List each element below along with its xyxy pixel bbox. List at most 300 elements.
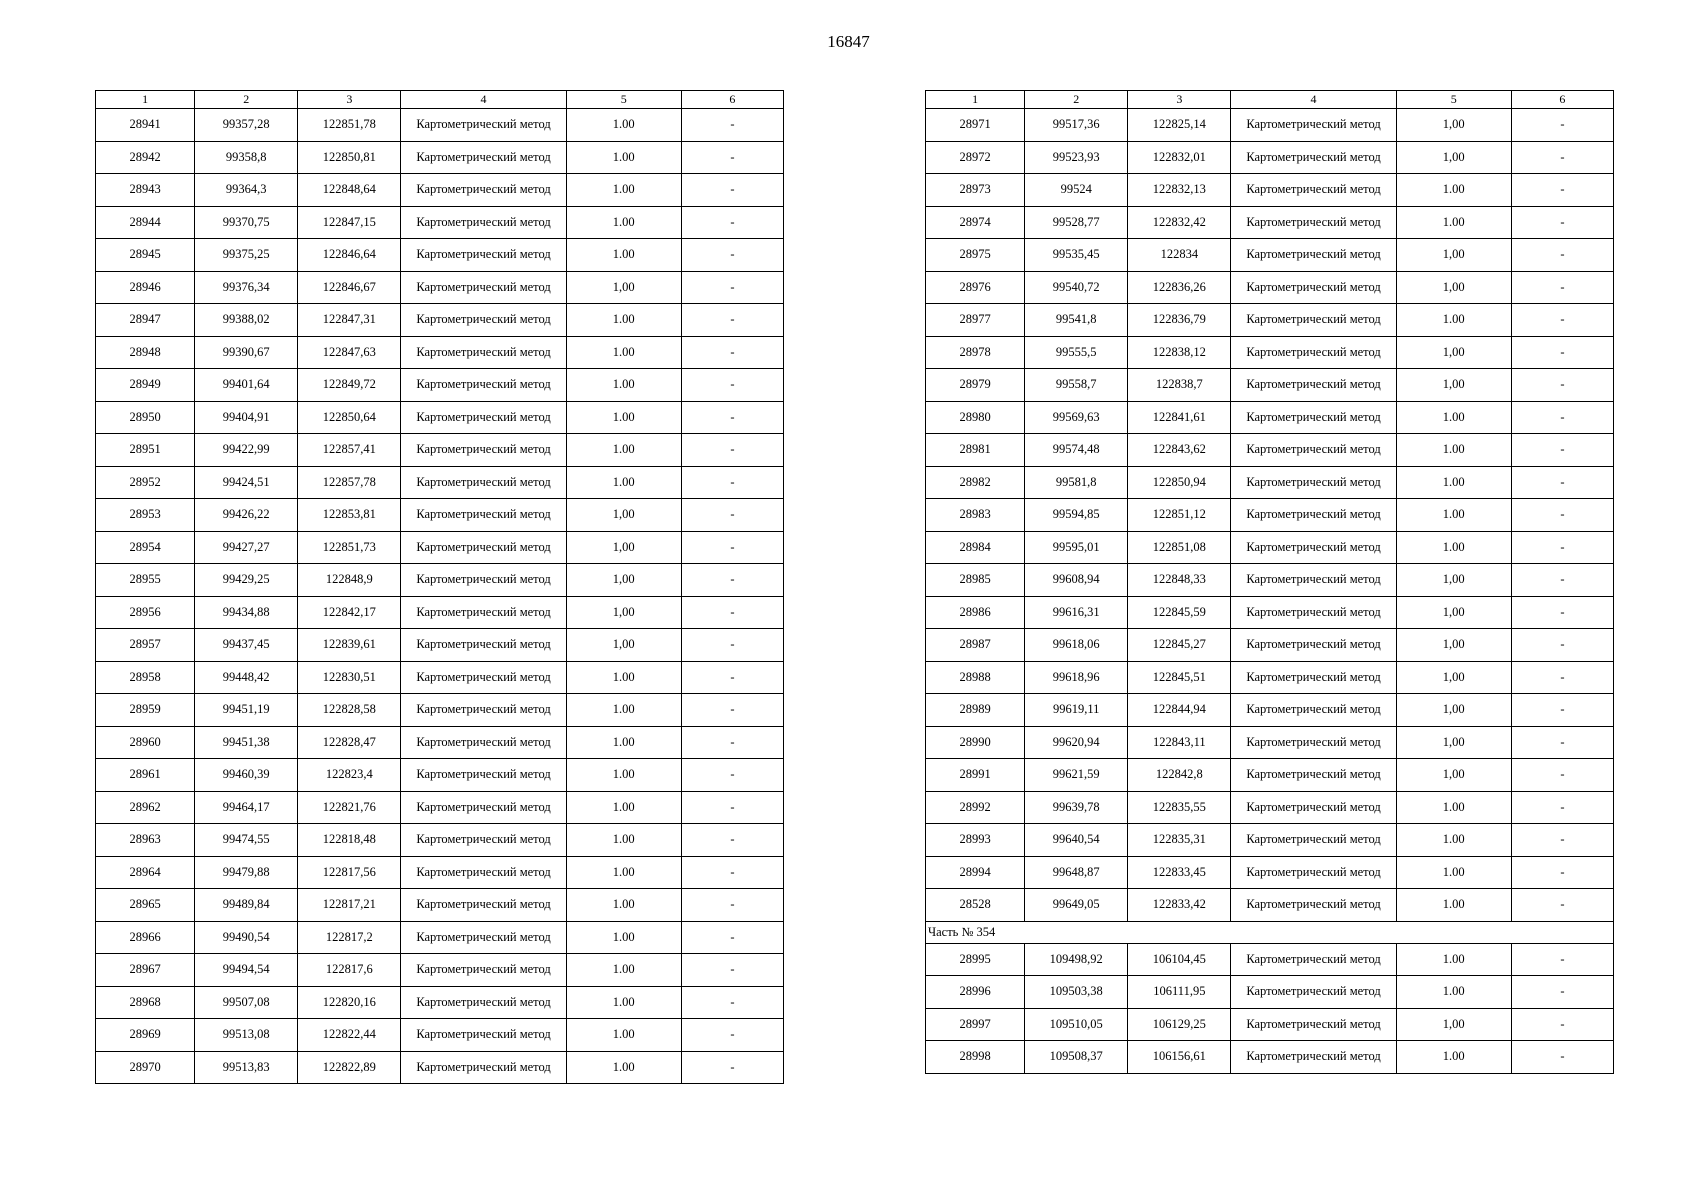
table-cell: - — [1511, 889, 1613, 922]
table-cell: 28993 — [926, 824, 1025, 857]
table-cell: - — [1511, 1008, 1613, 1041]
table-cell: 28942 — [96, 141, 195, 174]
table-cell: 1.00 — [566, 206, 681, 239]
table-cell: 122850,81 — [298, 141, 401, 174]
table-cell: 122848,64 — [298, 174, 401, 207]
table-cell: 99390,67 — [195, 336, 298, 369]
table-cell: 28966 — [96, 921, 195, 954]
table-cell: 122832,42 — [1128, 206, 1231, 239]
table-cell: 122832,13 — [1128, 174, 1231, 207]
table-cell: 28951 — [96, 434, 195, 467]
table-cell: 99489,84 — [195, 889, 298, 922]
table-cell: Картометрический метод — [401, 726, 566, 759]
table-cell: - — [681, 304, 783, 337]
table-cell: 122817,21 — [298, 889, 401, 922]
table-cell: - — [681, 889, 783, 922]
page-number: 16847 — [827, 32, 870, 51]
table-cell: 99517,36 — [1025, 109, 1128, 142]
table-cell: Картометрический метод — [401, 694, 566, 727]
table-cell: 1,00 — [1396, 271, 1511, 304]
table-cell: 1.00 — [566, 791, 681, 824]
table-cell: 1,00 — [1396, 369, 1511, 402]
column-header: 6 — [1511, 91, 1613, 109]
table-cell: Картометрический метод — [1231, 1008, 1396, 1041]
table-cell: 1,00 — [1396, 694, 1511, 727]
table-cell: 122851,12 — [1128, 499, 1231, 532]
table-cell: Картометрический метод — [1231, 434, 1396, 467]
table-cell: 1.00 — [566, 759, 681, 792]
table-cell: 99401,64 — [195, 369, 298, 402]
table-cell: Картометрический метод — [1231, 759, 1396, 792]
table-cell: 1.00 — [1396, 466, 1511, 499]
table-cell: 28980 — [926, 401, 1025, 434]
table-cell: 28983 — [926, 499, 1025, 532]
table-cell: 106129,25 — [1128, 1008, 1231, 1041]
table-cell: 1.00 — [1396, 434, 1511, 467]
table-cell: 109510,05 — [1025, 1008, 1128, 1041]
table-cell: 99494,54 — [195, 954, 298, 987]
column-header: 2 — [1025, 91, 1128, 109]
table-cell: 1.00 — [1396, 976, 1511, 1009]
table-cell: 28953 — [96, 499, 195, 532]
table-row — [96, 564, 784, 597]
column-header: 5 — [566, 91, 681, 109]
table-cell: 1.00 — [566, 434, 681, 467]
table-cell: - — [681, 986, 783, 1019]
table-cell: 99375,25 — [195, 239, 298, 272]
table-cell: 122835,31 — [1128, 824, 1231, 857]
table-cell: 99474,55 — [195, 824, 298, 857]
table-cell: 1.00 — [566, 336, 681, 369]
table-cell: 28985 — [926, 564, 1025, 597]
table-cell: 1.00 — [1396, 856, 1511, 889]
table-cell: 1.00 — [566, 239, 681, 272]
table-cell: - — [681, 271, 783, 304]
table-row — [96, 466, 784, 499]
column-header: 6 — [681, 91, 783, 109]
table-cell: - — [1511, 174, 1613, 207]
table-cell: 122848,33 — [1128, 564, 1231, 597]
table-cell: Картометрический метод — [1231, 174, 1396, 207]
table-cell: 99490,54 — [195, 921, 298, 954]
table-cell: 122847,63 — [298, 336, 401, 369]
table-cell: - — [1511, 694, 1613, 727]
table-cell: - — [681, 661, 783, 694]
table-cell: 122818,48 — [298, 824, 401, 857]
table-cell: 28946 — [96, 271, 195, 304]
table-cell: 99621,59 — [1025, 759, 1128, 792]
table-cell: 122847,15 — [298, 206, 401, 239]
table-cell: 99404,91 — [195, 401, 298, 434]
table-cell: - — [681, 596, 783, 629]
table-cell: 122842,8 — [1128, 759, 1231, 792]
table-cell: - — [681, 499, 783, 532]
table-cell: Картометрический метод — [401, 206, 566, 239]
table-row — [926, 694, 1614, 727]
table-cell: - — [1511, 791, 1613, 824]
table-cell: - — [1511, 401, 1613, 434]
table-cell: 122817,6 — [298, 954, 401, 987]
table-cell: - — [1511, 824, 1613, 857]
table-cell: 99619,11 — [1025, 694, 1128, 727]
table-cell: Картометрический метод — [401, 109, 566, 142]
table-cell: 1.00 — [566, 921, 681, 954]
table-cell: 99451,19 — [195, 694, 298, 727]
table-cell: - — [1511, 271, 1613, 304]
table-cell: - — [681, 921, 783, 954]
table-cell: Картометрический метод — [401, 596, 566, 629]
table-cell: 99555,5 — [1025, 336, 1128, 369]
table-cell: - — [681, 174, 783, 207]
table-cell: - — [1511, 661, 1613, 694]
table-cell: Картометрический метод — [401, 174, 566, 207]
table-cell: 122845,27 — [1128, 629, 1231, 662]
table-cell: 1.00 — [1396, 889, 1511, 922]
table-row — [96, 1051, 784, 1084]
table-cell: 28944 — [96, 206, 195, 239]
table-cell: Картометрический метод — [401, 466, 566, 499]
table-row — [96, 271, 784, 304]
table-cell: 122847,31 — [298, 304, 401, 337]
table-cell: 28963 — [96, 824, 195, 857]
table-cell: 122836,79 — [1128, 304, 1231, 337]
table-cell: - — [681, 694, 783, 727]
table-cell: - — [1511, 434, 1613, 467]
table-cell: 122843,11 — [1128, 726, 1231, 759]
table-cell: - — [681, 141, 783, 174]
table-cell: 28965 — [96, 889, 195, 922]
table-cell: 99569,63 — [1025, 401, 1128, 434]
table-row — [926, 434, 1614, 467]
table-cell: Картометрический метод — [401, 889, 566, 922]
table-cell: 28528 — [926, 889, 1025, 922]
table-row — [96, 304, 784, 337]
table-cell: 28982 — [926, 466, 1025, 499]
table-cell: 28958 — [96, 661, 195, 694]
table-cell: 28960 — [96, 726, 195, 759]
table-cell: 99464,17 — [195, 791, 298, 824]
table-cell: 28956 — [96, 596, 195, 629]
table-cell: 28987 — [926, 629, 1025, 662]
table-cell: 109508,37 — [1025, 1041, 1128, 1074]
column-header: 4 — [401, 91, 566, 109]
table-cell: 122846,64 — [298, 239, 401, 272]
table-cell: 28947 — [96, 304, 195, 337]
table-cell: 99535,45 — [1025, 239, 1128, 272]
table-cell: - — [1511, 629, 1613, 662]
table-cell: Картометрический метод — [1231, 564, 1396, 597]
table-row — [926, 271, 1614, 304]
table-cell: 1.00 — [566, 109, 681, 142]
table-cell: 122823,4 — [298, 759, 401, 792]
table-cell: Картометрический метод — [401, 304, 566, 337]
table-row — [96, 889, 784, 922]
table-cell: 1,00 — [566, 531, 681, 564]
table-cell: 99594,85 — [1025, 499, 1128, 532]
table-cell: 1,00 — [1396, 596, 1511, 629]
table-cell: 1.00 — [566, 986, 681, 1019]
table-cell: 99424,51 — [195, 466, 298, 499]
table-cell: - — [1511, 564, 1613, 597]
table-cell: 99357,28 — [195, 109, 298, 142]
table-cell: 99618,06 — [1025, 629, 1128, 662]
table-row — [96, 986, 784, 1019]
table-cell: Картометрический метод — [401, 434, 566, 467]
table-cell: Картометрический метод — [401, 531, 566, 564]
table-cell: - — [681, 401, 783, 434]
table-cell: 106111,95 — [1128, 976, 1231, 1009]
column-header: 3 — [298, 91, 401, 109]
table-cell: 122844,94 — [1128, 694, 1231, 727]
table-cell: - — [1511, 976, 1613, 1009]
table-cell: 122828,47 — [298, 726, 401, 759]
table-cell: - — [681, 434, 783, 467]
table-cell: - — [1511, 109, 1613, 142]
table-cell: - — [681, 1051, 783, 1084]
table-cell: 99434,88 — [195, 596, 298, 629]
table-cell: - — [681, 629, 783, 662]
table-cell: 122853,81 — [298, 499, 401, 532]
table-cell: 28978 — [926, 336, 1025, 369]
table-cell: - — [1511, 596, 1613, 629]
table-row — [926, 206, 1614, 239]
table-cell: - — [681, 466, 783, 499]
table-cell: 99460,39 — [195, 759, 298, 792]
section-label: Часть № 354 — [926, 921, 1614, 943]
table-cell: Картометрический метод — [1231, 466, 1396, 499]
table-cell: 122828,58 — [298, 694, 401, 727]
table-cell: 1,00 — [566, 564, 681, 597]
table-cell: Картометрический метод — [401, 369, 566, 402]
table-row — [926, 1041, 1614, 1074]
table-row — [96, 791, 784, 824]
table-cell: - — [1511, 759, 1613, 792]
table-cell: 122851,08 — [1128, 531, 1231, 564]
table-cell: - — [1511, 369, 1613, 402]
table-row — [926, 943, 1614, 976]
table-cell: 122857,78 — [298, 466, 401, 499]
table-cell: - — [1511, 499, 1613, 532]
table-cell: - — [1511, 856, 1613, 889]
table-cell: 28976 — [926, 271, 1025, 304]
column-header: 4 — [1231, 91, 1396, 109]
table-row — [926, 304, 1614, 337]
table-cell: 28998 — [926, 1041, 1025, 1074]
table-row — [96, 499, 784, 532]
table-row — [926, 629, 1614, 662]
coordinates-table-left — [95, 90, 784, 1084]
table-cell: 99618,96 — [1025, 661, 1128, 694]
table-cell: 99620,94 — [1025, 726, 1128, 759]
table-cell: 122857,41 — [298, 434, 401, 467]
table-cell: 1,00 — [566, 596, 681, 629]
table-cell: 99513,83 — [195, 1051, 298, 1084]
table-cell: 28955 — [96, 564, 195, 597]
table-row — [96, 206, 784, 239]
table-cell: 28975 — [926, 239, 1025, 272]
table-cell: 99448,42 — [195, 661, 298, 694]
table-cell: 122832,01 — [1128, 141, 1231, 174]
table-cell: Картометрический метод — [1231, 369, 1396, 402]
table-cell: - — [681, 759, 783, 792]
table-cell: 28972 — [926, 141, 1025, 174]
table-cell: Картометрический метод — [1231, 531, 1396, 564]
table-cell: 99558,7 — [1025, 369, 1128, 402]
table-cell: 1.00 — [566, 1019, 681, 1052]
table-cell: - — [681, 564, 783, 597]
table-cell: 122830,51 — [298, 661, 401, 694]
table-cell: 122817,56 — [298, 856, 401, 889]
table-cell: 28996 — [926, 976, 1025, 1009]
table-cell: 1.00 — [566, 466, 681, 499]
table-cell: 99451,38 — [195, 726, 298, 759]
table-row — [96, 856, 784, 889]
table-cell: 99540,72 — [1025, 271, 1128, 304]
table-cell: 122834 — [1128, 239, 1231, 272]
table-cell: 99479,88 — [195, 856, 298, 889]
table-cell: Картометрический метод — [401, 824, 566, 857]
table-cell: 99426,22 — [195, 499, 298, 532]
table-header-row — [96, 91, 784, 109]
table-cell: 1.00 — [566, 694, 681, 727]
table-cell: 1.00 — [566, 661, 681, 694]
table-cell: 122851,78 — [298, 109, 401, 142]
table-cell: 28954 — [96, 531, 195, 564]
table-cell: 99523,93 — [1025, 141, 1128, 174]
table-cell: Картометрический метод — [1231, 889, 1396, 922]
column-header: 3 — [1128, 91, 1231, 109]
table-row — [926, 976, 1614, 1009]
table-cell: 28948 — [96, 336, 195, 369]
table-row — [96, 141, 784, 174]
table-row — [926, 791, 1614, 824]
table-cell: 1.00 — [1396, 943, 1511, 976]
table-row — [926, 466, 1614, 499]
table-cell: 28986 — [926, 596, 1025, 629]
table-cell: - — [1511, 943, 1613, 976]
table-cell: Картометрический метод — [401, 791, 566, 824]
table-cell: 28941 — [96, 109, 195, 142]
table-header-row — [926, 91, 1614, 109]
table-cell: 28970 — [96, 1051, 195, 1084]
table-row — [926, 759, 1614, 792]
table-row — [96, 336, 784, 369]
table-cell: 1.00 — [566, 304, 681, 337]
table-cell: 1.00 — [566, 889, 681, 922]
table-cell: Картометрический метод — [1231, 401, 1396, 434]
table-row — [96, 759, 784, 792]
table-cell: 1.00 — [1396, 531, 1511, 564]
table-cell: 122821,76 — [298, 791, 401, 824]
table-row — [926, 564, 1614, 597]
table-row — [926, 596, 1614, 629]
table-cell: 99616,31 — [1025, 596, 1128, 629]
table-cell: - — [681, 336, 783, 369]
table-cell: 1,00 — [1396, 759, 1511, 792]
table-cell: - — [1511, 206, 1613, 239]
table-row — [926, 174, 1614, 207]
table-cell: 28994 — [926, 856, 1025, 889]
table-cell: Картометрический метод — [1231, 141, 1396, 174]
table-row — [926, 824, 1614, 857]
table-cell: Картометрический метод — [401, 921, 566, 954]
table-cell: Картометрический метод — [1231, 304, 1396, 337]
table-cell: 28949 — [96, 369, 195, 402]
table-cell: 99649,05 — [1025, 889, 1128, 922]
table-cell: 28957 — [96, 629, 195, 662]
table-cell: - — [681, 239, 783, 272]
table-cell: 99427,27 — [195, 531, 298, 564]
table-row — [926, 1008, 1614, 1041]
table-row — [96, 921, 784, 954]
table-cell: 28977 — [926, 304, 1025, 337]
table-cell: 99581,8 — [1025, 466, 1128, 499]
table-cell: 122822,44 — [298, 1019, 401, 1052]
table-cell: - — [1511, 531, 1613, 564]
table-cell: Картометрический метод — [1231, 976, 1396, 1009]
table-cell: Картометрический метод — [1231, 239, 1396, 272]
table-cell: - — [681, 206, 783, 239]
table-cell: 99422,99 — [195, 434, 298, 467]
table-cell: Картометрический метод — [401, 499, 566, 532]
table-cell: Картометрический метод — [401, 271, 566, 304]
table-cell: Картометрический метод — [1231, 1041, 1396, 1074]
table-cell: Картометрический метод — [401, 759, 566, 792]
table-cell: 99541,8 — [1025, 304, 1128, 337]
table-cell: Картометрический метод — [401, 856, 566, 889]
table-cell: 1.00 — [566, 369, 681, 402]
table-cell: - — [681, 531, 783, 564]
table-row — [96, 954, 784, 987]
table-cell: 1.00 — [566, 954, 681, 987]
table-cell: 122833,42 — [1128, 889, 1231, 922]
table-cell: Картометрический метод — [1231, 336, 1396, 369]
table-cell: 122849,72 — [298, 369, 401, 402]
table-row — [926, 889, 1614, 922]
column-header: 5 — [1396, 91, 1511, 109]
table-cell: Картометрический метод — [401, 336, 566, 369]
table-cell: 1.00 — [1396, 824, 1511, 857]
table-cell: Картометрический метод — [1231, 661, 1396, 694]
table-cell: - — [681, 954, 783, 987]
column-header: 2 — [195, 91, 298, 109]
table-cell: 28997 — [926, 1008, 1025, 1041]
section-label-row — [926, 921, 1614, 943]
table-cell: 122850,94 — [1128, 466, 1231, 499]
table-cell: Картометрический метод — [1231, 271, 1396, 304]
table-row — [96, 694, 784, 727]
table-cell: 28992 — [926, 791, 1025, 824]
table-cell: 1.00 — [566, 726, 681, 759]
table-cell: 122848,9 — [298, 564, 401, 597]
table-cell: 99595,01 — [1025, 531, 1128, 564]
table-cell: 99648,87 — [1025, 856, 1128, 889]
table-cell: 28968 — [96, 986, 195, 1019]
table-cell: Картометрический метод — [401, 954, 566, 987]
table-row — [926, 239, 1614, 272]
table-cell: 1.00 — [1396, 206, 1511, 239]
table-row — [926, 336, 1614, 369]
table-cell: 28990 — [926, 726, 1025, 759]
table-cell: 106156,61 — [1128, 1041, 1231, 1074]
table-cell: 99640,54 — [1025, 824, 1128, 857]
table-cell: 28950 — [96, 401, 195, 434]
table-cell: 122846,67 — [298, 271, 401, 304]
table-cell: 1.00 — [1396, 174, 1511, 207]
table-row — [926, 726, 1614, 759]
table-cell: 1,00 — [1396, 661, 1511, 694]
table-cell: 122836,26 — [1128, 271, 1231, 304]
